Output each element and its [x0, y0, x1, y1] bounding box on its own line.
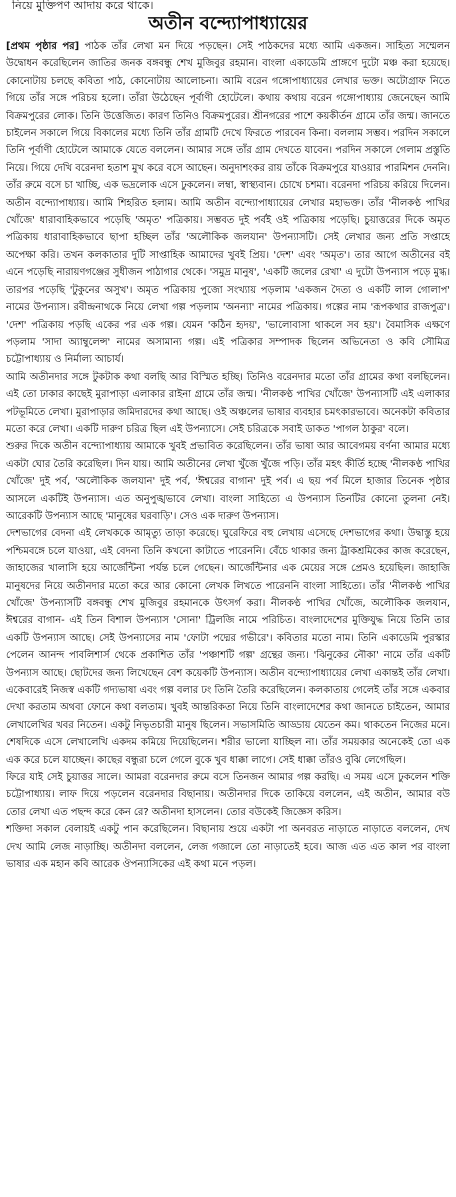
article-paragraph: দেশভাগের বেদনা এই লেখককে আমৃত্যু তাড়া করেছে। ঘুরেফিরে বহু লেখায় এসেছে দেশভাগের কথা। উদ্বাস্তু হয়ে পশ্চিমবঙ্গে চলে যাওয়া, এই বেদনা তিনি কখনো কাটাতে পারেননি। বেঁচে থাকার জন্য ট্রাকশ্রমিকের কাজ করেছেন, জাহাজের খালাসি হয়ে আর্জেন্টিনা পর্যন্ত চলে গেছেন। আর্জেন্টিনার এক মেয়ের সঙ্গে প্রেমও হয়েছিল। জাহাজি মানুষদের নিয়ে অতীনদার মতো করে আর কোনো লেখক লিখতে পারেননি বাংলা সাহিত্যে। তাঁর 'নীলকণ্ঠ পাখির খোঁজে' উপন্যাসটি বঙ্গবন্ধু শেখ মুজিবুর রহমানকে উৎসর্গ করা। নীলকণ্ঠ পাখির খোঁজে, অলৌকিক জলযান, ঈশ্বরের বাগান- এই তিন বিশাল উপন্যাস 'সোনা' ট্রিলজি নামে পরিচিত। বাংলাদেশের মুক্তিযুদ্ধ নিয়ে তিনি তার একটি উপন্যাস আছে। সেই উপন্যাসের নাম 'ফোটা পদ্মের গভীরে'। কবিতার মতো নাম। তিনি একাডেমি পুরস্কার পেলেন আনন্দ পাবলিশার্স থেকে প্রকাশিত তাঁর 'পঞ্চাশটি গল্প' গ্রন্থের জন্য। 'ঝিনুকের নৌকা' নামে তাঁর একটি উপন্যাস আছে। ছোটদের জন্য লিখেছেন বেশ কয়েকটি উপন্যাস। অতীন বন্দ্যোপাধ্যায়ের লেখা একান্তই তাঁর লেখা। একেবারেই নিজস্ব একটি গদ্যভাষা এবং গল্প বলার ঢং তিনি তৈরি করেছিলেন। কলকাতায় গেলেই তাঁর সঙ্গে একবার দেখা করতাম অথবা ফোনে কথা বলতাম। খুবই আন্তরিকতা নিয়ে তিনি বাংলাদেশের কথা জানতে চাইতেন, আমার লেখালেখির খবর নিতেন। একটু নিভৃতচারী মানুষ ছিলেন। সভাসমিতি আড্ডায় যেতেন কম। থাকতেন নিজের মনে। শেষদিকে এসে লেখালেখি একদম কমিয়ে দিয়েছিলেন। শরীর ভালো যাচ্ছিল না। তাঁর সময়কার অনেকেই তো এক এক করে চলে যাচ্ছেন। কাছের বন্ধুরা চলে গেলে বুকে খুব ধাক্কা লাগে। সেই ধাক্কা তাঁরও বুঝি লেগেছিল। — [6, 528, 450, 766]
paragraph-text: পাঠক তাঁর লেখা মন দিয়ে পড়ছেন। সেই পাঠকদের মধ্যে আমি একজন। সাহিত্য সম্মেলন উদ্বোধন করেছিলেন জাতির জনক বঙ্গবন্ধু শেখ মুজিবুর রহমান। বাংলা একাডেমি প্রাঙ্গণে দুটো মঞ্চ করা হয়েছে। কোনোটায় চলছে কবিতা পাঠ, কোনোটায় আলোচনা। আমি বরেন গঙ্গোপাধ্যায়ের লেখার ভক্ত। অটোগ্রাফ নিতে গিয়ে তাঁর সঙ্গে পরিচয় হলো। তাঁরা উঠেছেন পূর্বাণী হোটেলে। কথায় কথায় বরেন গঙ্গোপাধ্যায় জেনেছেন আমি বিক্রমপুরের লোক। তিনি উত্তেজিত। কারণ তিনিও বিক্রমপুরের। শ্রীনগরের পাশে কয়কীর্তন গ্রামে তাঁর জন্ম। জানতে চাইলেন সকালে গিয়ে বিকালের মধ্যে তিনি তাঁর গ্রামটি দেখে ফিরতে পারবেন কিনা। বললাম সম্ভব। পরদিন সকালে তিনি পূর্বাণী হোটেলে আমাকে যেতে বললেন। আমার সঙ্গে তাঁর গ্রাম দেখতে যাবেন। পরদিন সকালে গেলাম প্রস্তুতি নিয়ে। গিয়ে দেখি বরেনদা হতাশ মুখ করে বসে আছেন। অনুদাশংকর রায় তাঁকে বিক্রমপুরে যাওয়ার পারমিশন দেননি। তাঁর রুমে বসে চা খাচ্ছি, এক ভদ্রলোক এসে ঢুকলেন। লম্বা, স্বাস্থ্যবান। চোখে চশমা। বরেনদা পরিচয় করিয়ে দিলেন। অতীন বন্দ্যোপাধ্যায়। আমি শিহরিত হলাম। আমি অতীন বন্দ্যোপাধ্যায়ের লেখার মহাভক্ত। তাঁর 'নীলকণ্ঠ পাখির খোঁজে' ধারাবাহিকভাবে পড়েছি 'অমৃত' পত্রিকায়। সম্ভবত দুই পর্বই ওই পত্রিকায় পড়েছি। চুয়াত্তরের দিকে অমৃত পত্রিকায় ধারাবাহিকভাবে ছাপা হচ্ছিল তাঁর 'অলৌকিক জলযান' উপন্যাসটি। সেই লেখার জন্য প্রতি সপ্তাহে অপেক্ষা করি। তখন কলকাতার দুটি সাপ্তাহিক আমাদের খুবই প্রিয়। 'দেশ' এবং 'অমৃত'। তার আগে অতীনের বই এনে পড়েছি নারায়ণগঞ্জের সুধীজন পাঠাগার থেকে। 'সমুদ্র মানুষ', 'একটি জলের রেখা' এ দুটো উপন্যাস পড়ে মুগ্ধ। তারপর পড়েছি 'টুকুনের অসুখ'। অমৃত পত্রিকায় পুজো সংখ্যায় পড়লাম 'একজন দৈত্য ও একটি লাল গোলাপ' নামের উপন্যাস। রবীন্দ্রনাথকে নিয়ে লেখা গল্প পড়লাম 'অনন্যা' নামের পত্রিকায়। গল্পের নাম 'রূপকথার রাজপুত্র'। 'দেশ' পত্রিকায় পড়ছি একের পর এক গল্প। যেমন 'কঠিন হৃদয়', 'ভালোবাসা থাকলে সব হয়'। বৈমাসিক এক্ষণে পড়লাম 'সাদা অ্যাম্বুলেন্স' নামের অসামান্য গল্প। এই পত্রিকার সম্পাদক ছিলেন অভিনেতা ও কবি সৌমিত্র চট্টোপাধ্যায় ও নির্মাল্য আচার্য। — [6, 41, 450, 366]
article-body — [6, 38, 450, 1193]
article-paragraph — [6, 38, 450, 369]
article-paragraph: শুরুর দিকে অতীন বন্দ্যোপাধ্যায় আমাকে খুবই প্রভাবিত করেছিলেন। তাঁর ভাষা আর আবেগময় বর্ণনা আমার মধ্যে একটা ঘোর তৈরি করেছিল। দিন যায়। আমি অতীনের লেখা খুঁজে খুঁজে পড়ি। তাঁর মহৎ কীর্তি হচ্ছে 'নীলকণ্ঠ পাখির খোঁজে' দুই পর্ব, 'অলৌকিক জলযান' দুই পর্ব, 'ঈশ্বরের বাগান' দুই পর্ব। এ ছয় পর্ব মিলে হাজার তিনেক পৃষ্ঠার আসলে একটিই উপন্যাস। এত অনুপুঙ্খভাবে লেখা। বাংলা সাহিত্যে এ উপন্যাস তিনটির কোনো তুলনা নেই। আরেকটি উপন্যাস আছে 'মানুষের ঘরবাড়ি'। সেও এক দারুণ উপন্যাস। — [6, 441, 450, 522]
article-paragraph: শক্তিদা সকাল বেলায়ই একটু পান করেছিলেন। বিছানায় শুয়ে একটা পা অনবরত নাড়াতে নাড়াতে বললেন, দেখ দেখ আমি লেজ নাড়াচ্ছি। অতীনদা বললেন, লেজ গজালে তো নাড়াতেই হবে। আজ এত এত কাল পর বাংলা ভাষার এক মহান কবি আরেক ঔপন্যাসিকের এই কথা মনে পড়ল। — [6, 824, 450, 871]
previous-article-fragment: নিয়ে মুক্তিপণ আদায় করে থাকে। — [12, 0, 154, 12]
article-headline: অতীন বন্দ্যোপাধ্যায়ের — [148, 13, 308, 34]
article-paragraph: ফিরে যাই সেই চুয়াত্তর সালে। আমরা বরেনদার রুমে বসে তিনজন আমার গল্প করছি। এ সময় এসে ঢুকলেন শক্তি চট্টোপাধ্যায়। লাফ দিয়ে পড়লেন বরেনদার বিছানায়। অতীনদার দিকে তাকিয়ে বললেন, এই অতীন, আমার বউ তোর লেখা এত পছন্দ করে কেন রে? অতীনদা হাসলেন। তোর বউকেই জিজ্ঞেস করিস। — [6, 772, 450, 818]
continuation-marker: [প্রথম পৃষ্ঠার পর] — [6, 41, 80, 52]
article-paragraph: আমি অতীনদার সঙ্গে টুকটাক কথা বলছি আর বিস্মিত হচ্ছি। তিনিও বরেনদার মতো তাঁর গ্রামের কথা বলছিলেন। এই তো ঢাকার কাছেই মুরাপাড়া এলাকার রাইনা গ্রামে তাঁর জন্ম। 'নীলকণ্ঠ পাখির খোঁজে' উপন্যাসটি এই এলাকার পটভূমিতে লেখা। মুরাপাড়ার জমিদারদের কথা আছে। ওই অঞ্চলের ভাষার ব্যবহার চমৎকারভাবে। অনেকটা কবিতার মতো করে লেখা। একটি দারুণ চরিত্র ছিল এই উপন্যাসে। সেই চরিত্রকে সবাই ডাকত 'পাগল ঠাকুর' বলে। — [6, 371, 450, 435]
